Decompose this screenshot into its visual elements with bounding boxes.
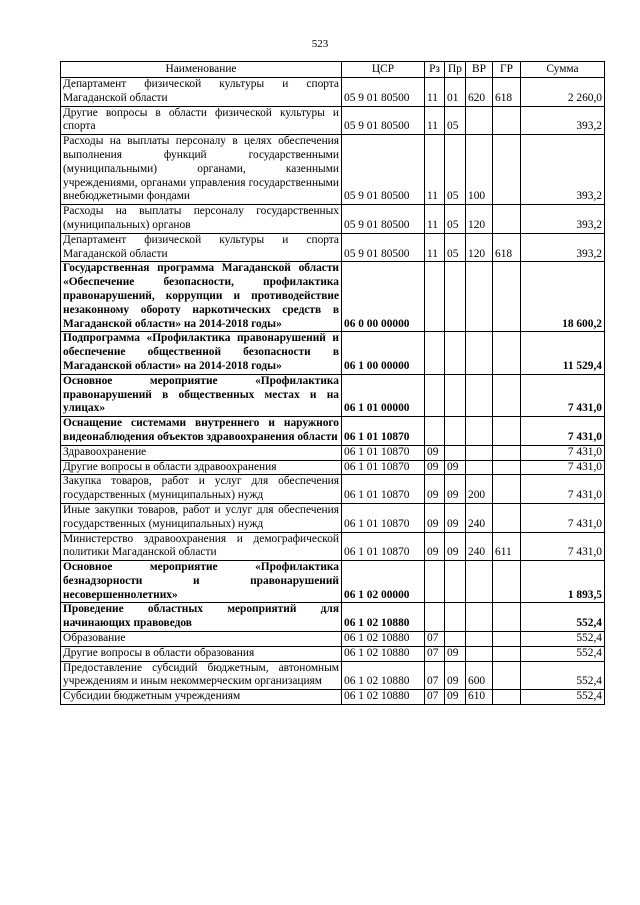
row-rz-cell: 07: [425, 690, 445, 705]
row-pr-cell: 01: [445, 78, 466, 107]
row-vr-cell: [466, 106, 493, 135]
row-name-cell: Здравоохранение: [61, 445, 342, 460]
row-vr-cell: 120: [466, 233, 493, 262]
row-csr-cell: 05 9 01 80500: [342, 233, 425, 262]
row-rz-cell: [425, 561, 445, 603]
row-rz-cell: 11: [425, 135, 445, 205]
table-row: [61, 262, 605, 332]
row-gr-cell: [493, 262, 521, 332]
row-vr-cell: 600: [466, 661, 493, 690]
row-rz-cell: [425, 262, 445, 332]
row-gr-cell: [493, 646, 521, 661]
row-rz-cell: [425, 374, 445, 416]
row-pr-cell: [445, 603, 466, 632]
budget-table: [60, 61, 605, 705]
row-csr-cell: 05 9 01 80500: [342, 78, 425, 107]
row-rz-cell: 11: [425, 233, 445, 262]
row-csr-cell: 06 1 01 00000: [342, 374, 425, 416]
row-pr-cell: 05: [445, 135, 466, 205]
row-csr-cell: 06 1 02 10880: [342, 603, 425, 632]
row-rz-cell: [425, 603, 445, 632]
row-csr-cell: 06 1 00 00000: [342, 332, 425, 374]
row-pr-cell: [445, 445, 466, 460]
row-gr-cell: 611: [493, 532, 521, 561]
table-row: [61, 561, 605, 603]
row-vr-cell: [466, 332, 493, 374]
table-row: [61, 475, 605, 504]
row-vr-cell: [466, 445, 493, 460]
row-name-cell: Расходы на выплаты персоналу государственных (муниципальных) органов: [61, 205, 342, 234]
table-row: [61, 106, 605, 135]
header-gr: ГР: [493, 62, 521, 78]
row-sum-cell: 393,2: [521, 233, 605, 262]
row-gr-cell: [493, 503, 521, 532]
row-gr-cell: 618: [493, 78, 521, 107]
row-pr-cell: 09: [445, 661, 466, 690]
table-row: [61, 503, 605, 532]
row-gr-cell: [493, 445, 521, 460]
table-row: [61, 532, 605, 561]
row-name-cell: Закупка товаров, работ и услуг для обеспечения государственных (муниципальных) нужд: [61, 475, 342, 504]
row-rz-cell: 09: [425, 460, 445, 475]
row-rz-cell: 09: [425, 532, 445, 561]
row-csr-cell: 06 0 00 00000: [342, 262, 425, 332]
row-name-cell: Субсидии бюджетным учреждениям: [61, 690, 342, 705]
row-gr-cell: [493, 205, 521, 234]
row-pr-cell: 09: [445, 532, 466, 561]
row-vr-cell: 240: [466, 503, 493, 532]
row-name-cell: Основное мероприятие «Профилактика правонарушений в общественных местах и на улицах»: [61, 374, 342, 416]
header-name: Наименование: [61, 62, 342, 78]
row-vr-cell: [466, 561, 493, 603]
row-pr-cell: 09: [445, 475, 466, 504]
table-body: [61, 78, 605, 705]
row-csr-cell: 06 1 01 10870: [342, 503, 425, 532]
row-sum-cell: 7 431,0: [521, 503, 605, 532]
row-sum-cell: 393,2: [521, 106, 605, 135]
row-rz-cell: 11: [425, 205, 445, 234]
row-gr-cell: [493, 690, 521, 705]
row-gr-cell: [493, 661, 521, 690]
header-rz: Рз: [425, 62, 445, 78]
row-pr-cell: [445, 417, 466, 446]
row-sum-cell: 7 431,0: [521, 475, 605, 504]
row-name-cell: Департамент физической культуры и спорта Магаданской области: [61, 233, 342, 262]
header-vr: ВР: [466, 62, 493, 78]
row-csr-cell: 06 1 02 10880: [342, 646, 425, 661]
row-sum-cell: 7 431,0: [521, 374, 605, 416]
row-gr-cell: [493, 460, 521, 475]
row-gr-cell: [493, 417, 521, 446]
row-name-cell: Предоставление субсидий бюджетным, автономным учреждениям и иным некоммерческим организациям: [61, 661, 342, 690]
row-name-cell: Иные закупки товаров, работ и услуг для обеспечения государственных (муниципальных) нужд: [61, 503, 342, 532]
row-rz-cell: [425, 332, 445, 374]
row-sum-cell: 393,2: [521, 135, 605, 205]
row-gr-cell: [493, 632, 521, 647]
row-name-cell: Другие вопросы в области здравоохранения: [61, 460, 342, 475]
row-rz-cell: 07: [425, 661, 445, 690]
row-gr-cell: [493, 135, 521, 205]
row-vr-cell: 610: [466, 690, 493, 705]
row-pr-cell: 05: [445, 233, 466, 262]
row-rz-cell: [425, 417, 445, 446]
header-pr: Пр: [445, 62, 466, 78]
row-csr-cell: 06 1 02 10880: [342, 690, 425, 705]
row-name-cell: Оснащение системами внутреннего и наружного видеонаблюдения объектов здравоохранения области: [61, 417, 342, 446]
row-vr-cell: [466, 632, 493, 647]
table-row: [61, 603, 605, 632]
row-sum-cell: 552,4: [521, 661, 605, 690]
row-sum-cell: 552,4: [521, 646, 605, 661]
row-pr-cell: [445, 561, 466, 603]
row-sum-cell: 7 431,0: [521, 445, 605, 460]
table-row: [61, 417, 605, 446]
row-name-cell: Основное мероприятие «Профилактика безнадзорности и правонарушений несовершеннолетних»: [61, 561, 342, 603]
row-pr-cell: 09: [445, 690, 466, 705]
row-rz-cell: 07: [425, 632, 445, 647]
row-csr-cell: 05 9 01 80500: [342, 135, 425, 205]
row-name-cell: Расходы на выплаты персоналу в целях обеспечения выполнения функций государственными (муниципальными) органами, казенными учреждениями, органами управления государственными внебюджетными фондами: [61, 135, 342, 205]
page-number: 523: [311, 38, 329, 50]
row-vr-cell: 120: [466, 205, 493, 234]
row-gr-cell: [493, 603, 521, 632]
table-row: [61, 690, 605, 705]
table-row: [61, 661, 605, 690]
row-vr-cell: [466, 603, 493, 632]
table-row: [61, 632, 605, 647]
table-row: [61, 460, 605, 475]
row-gr-cell: 618: [493, 233, 521, 262]
row-pr-cell: 05: [445, 205, 466, 234]
row-name-cell: Подпрограмма «Профилактика правонарушений и обеспечение общественной безопасности в Магаданской области» на 2014-2018 годы»: [61, 332, 342, 374]
row-sum-cell: 1 893,5: [521, 561, 605, 603]
row-csr-cell: 06 1 02 10880: [342, 632, 425, 647]
row-name-cell: Государственная программа Магаданской области «Обеспечение безопасности, профилактика правонарушений, коррупции и противодействие незаконному обороту наркотических средств в Магаданской области» на 2014-2018 годы»: [61, 262, 342, 332]
table-row: [61, 332, 605, 374]
row-pr-cell: 09: [445, 646, 466, 661]
row-name-cell: Проведение областных мероприятий для начинающих правоведов: [61, 603, 342, 632]
row-vr-cell: [466, 646, 493, 661]
row-name-cell: Образование: [61, 632, 342, 647]
row-vr-cell: [466, 417, 493, 446]
row-name-cell: Другие вопросы в области физической культуры и спорта: [61, 106, 342, 135]
row-sum-cell: 393,2: [521, 205, 605, 234]
row-sum-cell: 18 600,2: [521, 262, 605, 332]
row-csr-cell: 06 1 01 10870: [342, 532, 425, 561]
row-name-cell: Департамент физической культуры и спорта Магаданской области: [61, 78, 342, 107]
row-rz-cell: 09: [425, 503, 445, 532]
row-vr-cell: [466, 374, 493, 416]
row-sum-cell: 552,4: [521, 603, 605, 632]
row-pr-cell: [445, 262, 466, 332]
row-sum-cell: 7 431,0: [521, 460, 605, 475]
row-csr-cell: 06 1 01 10870: [342, 417, 425, 446]
row-pr-cell: 09: [445, 460, 466, 475]
row-gr-cell: [493, 374, 521, 416]
row-sum-cell: 7 431,0: [521, 532, 605, 561]
table-header-row: [61, 62, 605, 78]
row-sum-cell: 7 431,0: [521, 417, 605, 446]
row-vr-cell: 100: [466, 135, 493, 205]
row-csr-cell: 06 1 01 10870: [342, 445, 425, 460]
row-csr-cell: 06 1 02 00000: [342, 561, 425, 603]
header-sum: Сумма: [521, 62, 605, 78]
row-vr-cell: 200: [466, 475, 493, 504]
row-sum-cell: 2 260,0: [521, 78, 605, 107]
row-gr-cell: [493, 475, 521, 504]
row-sum-cell: 11 529,4: [521, 332, 605, 374]
row-gr-cell: [493, 106, 521, 135]
row-csr-cell: 06 1 01 10870: [342, 460, 425, 475]
row-pr-cell: 09: [445, 503, 466, 532]
header-csr: ЦСР: [342, 62, 425, 78]
table-row: [61, 205, 605, 234]
row-vr-cell: [466, 460, 493, 475]
row-vr-cell: 620: [466, 78, 493, 107]
row-rz-cell: 11: [425, 78, 445, 107]
row-sum-cell: 552,4: [521, 690, 605, 705]
row-name-cell: Министерство здравоохранения и демографической политики Магаданской области: [61, 532, 342, 561]
row-pr-cell: [445, 374, 466, 416]
table-row: [61, 233, 605, 262]
table-row: [61, 445, 605, 460]
row-rz-cell: 11: [425, 106, 445, 135]
row-csr-cell: 06 1 02 10880: [342, 661, 425, 690]
row-pr-cell: [445, 332, 466, 374]
row-rz-cell: 07: [425, 646, 445, 661]
row-rz-cell: 09: [425, 445, 445, 460]
row-gr-cell: [493, 561, 521, 603]
row-vr-cell: 240: [466, 532, 493, 561]
row-csr-cell: 05 9 01 80500: [342, 106, 425, 135]
row-pr-cell: 05: [445, 106, 466, 135]
row-csr-cell: 05 9 01 80500: [342, 205, 425, 234]
table-row: [61, 78, 605, 107]
row-csr-cell: 06 1 01 10870: [342, 475, 425, 504]
row-gr-cell: [493, 332, 521, 374]
row-sum-cell: 552,4: [521, 632, 605, 647]
row-name-cell: Другие вопросы в области образования: [61, 646, 342, 661]
row-pr-cell: [445, 632, 466, 647]
row-rz-cell: 09: [425, 475, 445, 504]
table-row: [61, 646, 605, 661]
table-row: [61, 135, 605, 205]
table-row: [61, 374, 605, 416]
row-vr-cell: [466, 262, 493, 332]
